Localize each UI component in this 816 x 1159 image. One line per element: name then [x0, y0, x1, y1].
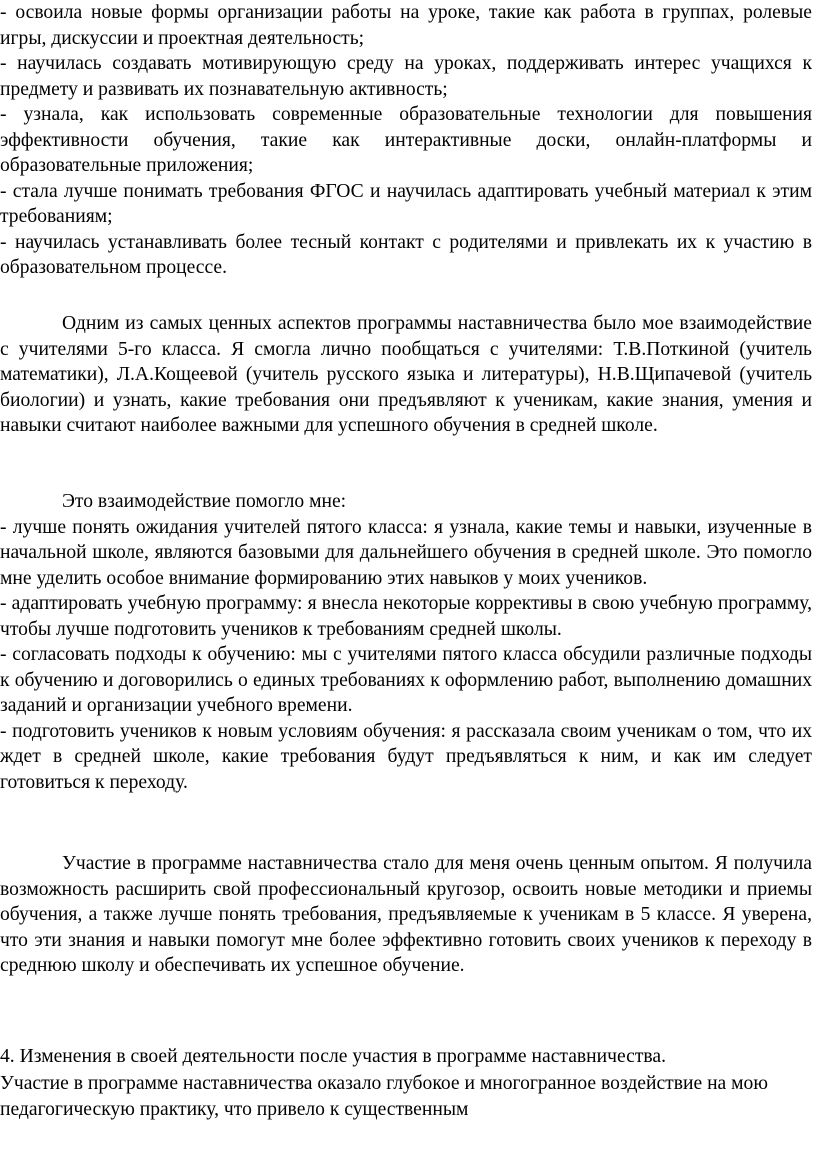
list-item: - лучше понять ожидания учителей пятого класса: я узнала, какие темы и навыки, изученные в начальной школе, являются базовыми для дальнейшего обучения в средней школе. Это помогло мне уделить особое внимание формированию этих навыков у моих учеников.	[0, 516, 812, 589]
section-heading: 4. Изменения в своей деятельности после участия в программе наставничества.	[0, 1046, 666, 1067]
mentor-results-list	[0, 0, 812, 281]
list-item: - освоила новые формы организации работы на уроке, такие как работа в группах, ролевые игры, дискуссии и проектная деятельность;	[0, 2, 812, 49]
list-item: - стала лучше понимать требования ФГОС и научилась адаптировать учебный материал к этим требованиям;	[0, 180, 812, 227]
interaction-paragraph: Одним из самых ценных аспектов программы наставничества было мое взаимодействие с учителями 5-го класса. Я смогла лично пообщаться с учителями: Т.В.Поткиной (учитель математики), Л.А.Кощеевой (учитель русского языка и литературы), Н.В.Щипачевой (учитель биологии) и узнать, какие требования они предъявляют к ученикам, какие знания, умения и навыки считают наиболее важными для успешного обучения в средней школе.	[0, 313, 812, 436]
list-item: - адаптировать учебную программу: я внесла некоторые коррективы в свою учебную программу, чтобы лучше подготовить учеников к требованиям средней школы.	[0, 593, 812, 640]
list-item: - узнала, как использовать современные образовательные технологии для повышения эффективности обучения, такие как интерактивные доски, онлайн-платформы и образовательные приложения;	[0, 104, 812, 176]
conclusion-section	[0, 851, 812, 979]
changes-paragraph: Участие в программе наставничества оказало глубокое и многогранное воздействие на мою педагогическую практику, что привело к существенным	[0, 1072, 768, 1120]
helped-intro: Это взаимодействие помогло мне:	[62, 491, 347, 512]
conclusion-paragraph: Участие в программе наставничества стало для меня очень ценным опытом. Я получила возможность расширить свой профессиональный кругозор, освоить новые методики и приемы обучения, а также лучше понять требования, предъявляемые к ученикам в 5 классе. Я уверена, что эти знания и навыки помогут мне более эффективно готовить своих учеников к переходу в среднюю школу и обеспечивать их успешное обучение.	[0, 853, 812, 976]
list-item: - научилась создавать мотивирующую среду на уроках, поддерживать интерес учащихся к предмету и развивать их познавательную активность;	[0, 53, 812, 100]
changes-section	[0, 1044, 812, 1124]
helped-section	[0, 489, 812, 795]
list-item: - подготовить учеников к новым условиям обучения: я рассказала своим ученикам о том, что их ждет в средней школе, какие требования будут предъявляться к ним, и как им следует готовиться к переходу.	[0, 720, 812, 793]
list-item: - научилась устанавливать более тесный контакт с родителями и привлекать их к участию в образовательном процессе.	[0, 231, 812, 278]
interaction-section	[0, 311, 812, 439]
list-item: - согласовать подходы к обучению: мы с учителями пятого класса обсудили различные подходы к обучению и договорились о единых требованиях к оформлению работ, выполнению домашних заданий и организации учебного времени.	[0, 644, 812, 716]
